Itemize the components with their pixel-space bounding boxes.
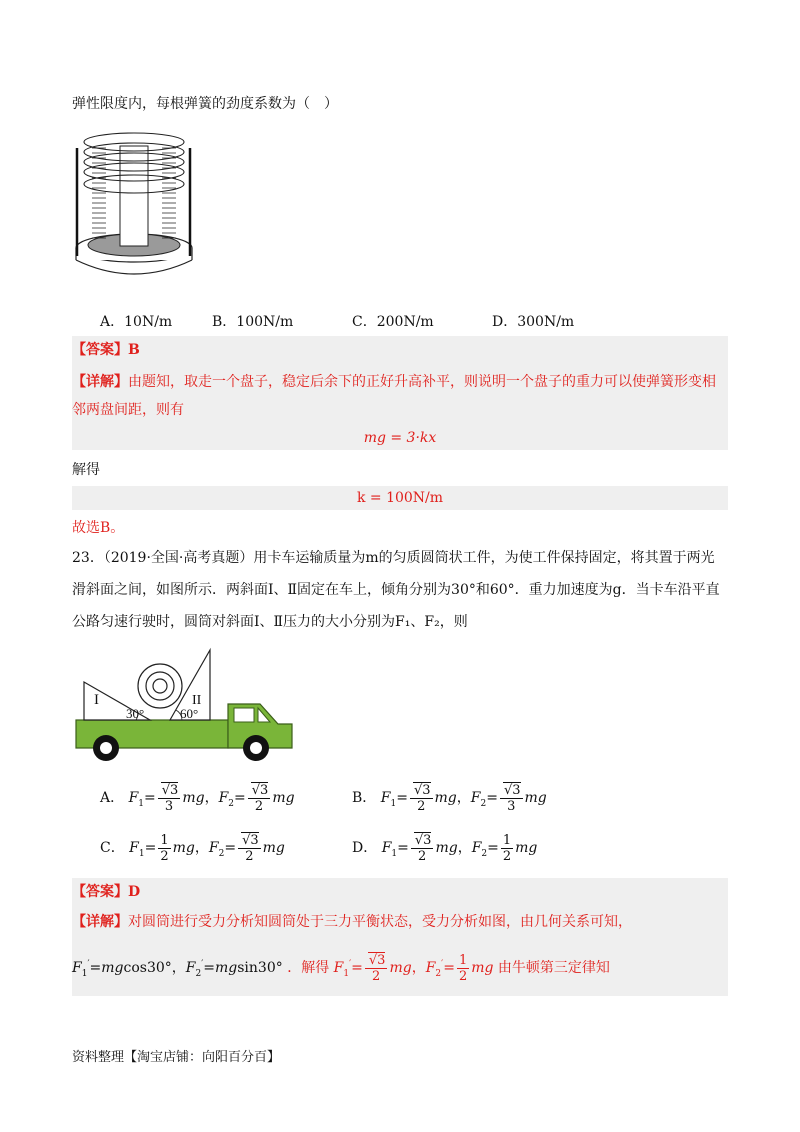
incline-label-right: II [192,693,202,708]
q22-equation-1: mg = 3·kx [363,430,437,446]
angle-label-right: 60° [180,706,199,721]
incline-label-left: I [94,692,99,708]
footer-note: 资料整理【淘宝店铺：向阳百分百】 [72,1050,281,1065]
angle-label-left: 30° [126,706,145,721]
q23-stem-line3: 公路匀速行驶时，圆筒对斜面Ⅰ、Ⅱ压力的大小分别为F₁、F₂，则 [72,614,468,630]
q23-detail-solve: ．解得 [287,960,330,976]
q22-intro: 弹性限度内，每根弹簧的劲度系数为（ ） [72,96,338,112]
q23-detail-tail: 由牛顿第三定律知 [497,960,610,976]
q23-option-d[interactable]: D． $F_1=$ $\frac{√3}{2}$ mg，$F_2=$ $\frac{1}{2}$ mg [352,832,538,864]
q23-stem-line2: 滑斜面之间，如图所示．两斜面Ⅰ、Ⅱ固定在车上，倾角分别为30°和60°．重力加速度为g．当卡车沿平直 [72,582,720,598]
q23-stem-line1: 23．（2019·全国·高考真题）用卡车运输质量为m的匀质圆筒状工件，为使工件保持固定，将其置于两光 [72,550,715,566]
q23-option-c[interactable]: C． $F_1=$ $\frac{1}{2}$ mg，$F_2=$ $\frac{√3}{2}$ mg [100,832,285,864]
q22-conclusion: 故选B。 [72,520,125,536]
q22-answer: 【答案】B [72,342,140,358]
q23-answer: 【答案】D [72,884,141,900]
q22-option-d[interactable]: D．300N/m [492,314,575,330]
q22-equation-2: k = 100N/m [356,490,444,506]
q22-option-a[interactable]: A．10N/m [100,314,173,330]
q22-option-c[interactable]: C．200N/m [352,314,434,330]
plate-spring-figure [72,128,197,288]
q23-option-a[interactable]: A． $F_1=$ $\frac{√3}{3}$ mg，$F_2=$ $\frac{√3}{2}$ mg [100,783,295,814]
q22-solve-label: 解得 [72,462,100,478]
q22-detail-line2: 邻两盘间距，则有 [72,402,184,418]
q23-detail-line1: 【详解】对圆筒进行受力分析知圆筒处于三力平衡状态，受力分析如图，由几何关系可知， [72,914,632,930]
truck-figure [74,642,296,766]
q22-option-b[interactable]: B．100N/m [212,314,294,330]
q22-detail-line1: 【详解】由题知，取走一个盘子，稳定后余下的正好升高补平，则说明一个盘子的重力可以使弹簧形变相 [72,374,716,390]
q23-detail-equations: $F_1'=mgcos30^\circ$，$F_2'=mgsin30^\circ$ ．解得 $F_1'=$ $\frac{√3}{2}$ mg，$F_2'=$ $\frac{1}{2}$ mg 由牛顿第三定律知 [72,952,610,984]
q23-option-b[interactable]: B． $F_1=$ $\frac{√3}{2}$ mg，$F_2=$ $\frac{√3}{3}$ mg [352,783,547,814]
